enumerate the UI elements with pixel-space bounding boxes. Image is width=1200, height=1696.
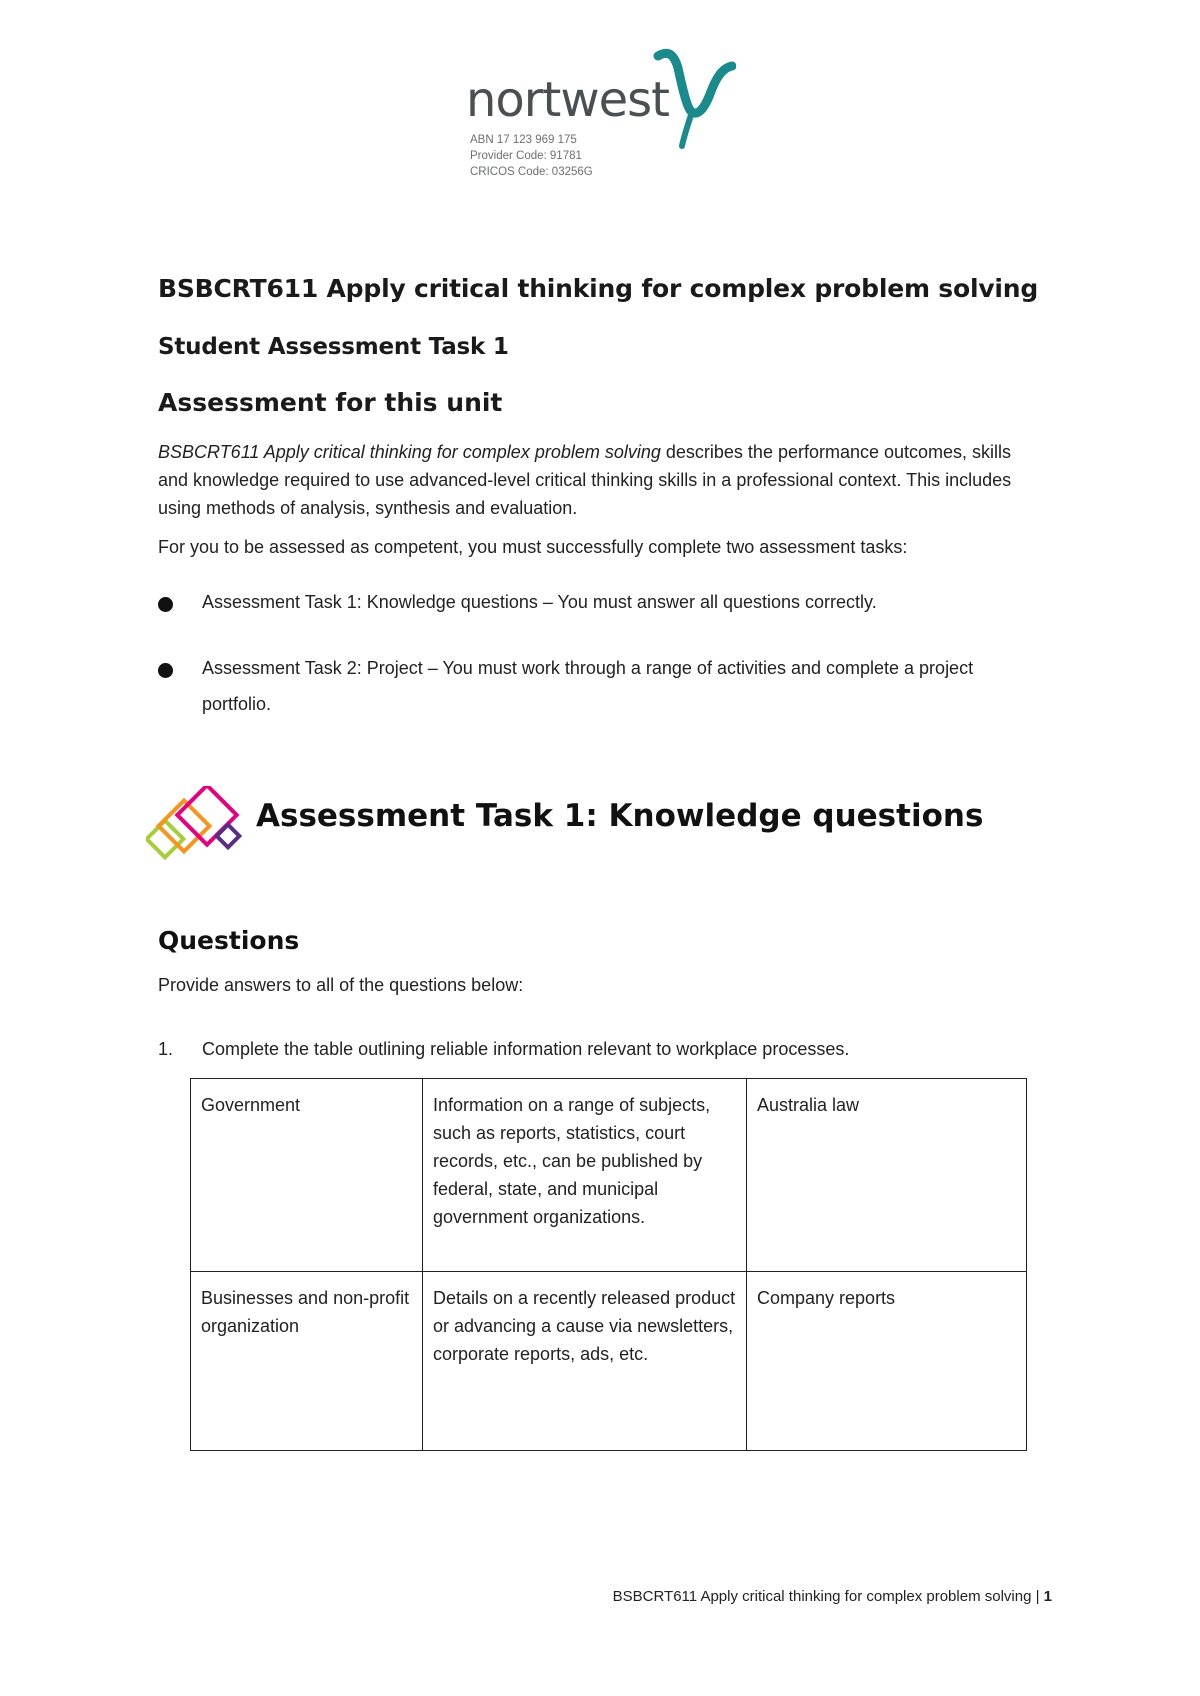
- table-cell-source[interactable]: Businesses and non-profit organization: [191, 1272, 423, 1451]
- logo-cricos-code: CRICOS Code: 03256G: [470, 166, 593, 178]
- question-number: 1.: [158, 1039, 174, 1059]
- questions-instruction: Provide answers to all of the questions below:: [158, 975, 524, 995]
- table-cell-example[interactable]: Australia law: [747, 1079, 1027, 1272]
- table-row: [191, 1272, 1027, 1451]
- assessment-heading: Assessment for this unit: [158, 388, 503, 417]
- questions-heading: Questions: [158, 926, 300, 955]
- bullet-text: Assessment Task 2: Project – You must work through a range of activities and complete a project portfolio.: [202, 658, 974, 714]
- page-footer: [613, 1588, 1052, 1605]
- bullet-item: [158, 584, 1038, 624]
- page-number: 1: [1043, 1588, 1052, 1605]
- logo-abn: ABN 17 123 969 175: [470, 134, 577, 146]
- table-cell-source[interactable]: Government: [191, 1079, 423, 1272]
- information-sources-table: [190, 1078, 1027, 1451]
- table-cell-example[interactable]: Company reports: [747, 1272, 1027, 1451]
- bullet-text: Assessment Task 1: Knowledge questions – You must answer all questions correctly.: [202, 592, 877, 612]
- task-title: Student Assessment Task 1: [158, 334, 509, 360]
- table-cell-description[interactable]: Information on a range of subjects, such as reports, statistics, court records, etc., can be published by federal, state, and municipal government organizations.: [423, 1079, 747, 1272]
- competency-statement: For you to be assessed as competent, you must successfully complete two assessment tasks:: [158, 537, 908, 557]
- logo-provider-code: Provider Code: 91781: [470, 150, 582, 162]
- question-text: Complete the table outlining reliable information relevant to workplace processes.: [202, 1039, 850, 1059]
- intro-description: describes the performance outcomes, skills and knowledge required to use advanced-level critical thinking skills in a professional context. This includes using methods of analysis, synthesis and evaluation.: [158, 442, 1012, 518]
- bullet-dot-icon: [158, 663, 173, 678]
- nortwest-logo: [466, 46, 736, 186]
- layered-diamonds-icon: [146, 786, 246, 860]
- table-cell-description[interactable]: Details on a recently released product or advancing a cause via newsletters, corporate reports, ads, etc.: [423, 1272, 747, 1451]
- section-title: Assessment Task 1: Knowledge questions: [256, 798, 984, 834]
- intro-unit-name: BSBCRT611 Apply critical thinking for complex problem solving: [158, 442, 661, 462]
- intro-paragraph: [158, 438, 1018, 522]
- footer-text: BSBCRT611 Apply critical thinking for complex problem solving |: [612, 1588, 1044, 1605]
- table-row: [191, 1079, 1027, 1272]
- logo-wordmark: nortwest: [466, 72, 669, 128]
- bullet-dot-icon: [158, 597, 173, 612]
- nortwest-wave-icon: [652, 46, 736, 156]
- unit-title: BSBCRT611 Apply critical thinking for complex problem solving: [158, 274, 1039, 303]
- logo-registration-info: [470, 132, 593, 180]
- bullet-item: [158, 650, 1038, 726]
